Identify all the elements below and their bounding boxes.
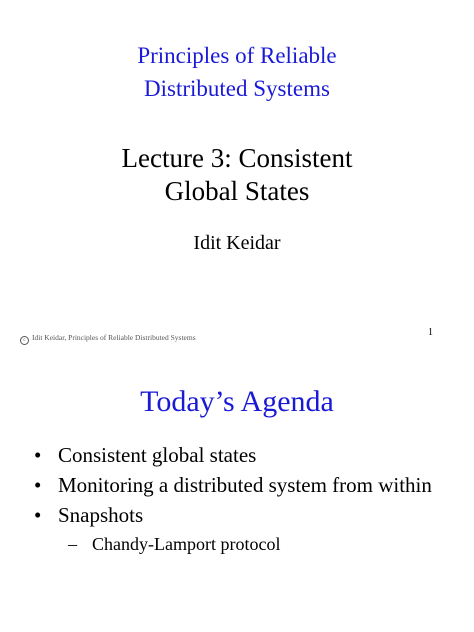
copyright-icon: c: [20, 336, 29, 345]
author-name: Idit Keidar: [193, 232, 281, 254]
slide-number: 1: [428, 327, 433, 338]
agenda-item-text: Consistent global states: [58, 443, 257, 467]
bullet-icon: •: [34, 473, 42, 497]
agenda-item: [28, 500, 432, 530]
agenda-item-text: Monitoring a distributed system from within: [58, 473, 432, 497]
agenda-item: [28, 470, 432, 500]
course-title-line2: Distributed Systems: [144, 76, 330, 101]
agenda-slide: [0, 360, 474, 632]
lecture-title-line2: Global States: [164, 176, 310, 206]
slide-footer: [20, 333, 196, 345]
agenda-item-text: Snapshots: [58, 503, 144, 527]
agenda-title: Today’s Agenda: [140, 385, 334, 418]
bullet-icon: •: [34, 503, 42, 527]
footer-text: Idit Keidar, Principles of Reliable Distributed Systems: [32, 333, 196, 342]
course-title-line1: Principles of Reliable: [137, 43, 337, 68]
agenda-item: [28, 440, 432, 470]
agenda-list: [28, 440, 432, 558]
agenda-sub-item-text: Chandy-Lamport protocol: [92, 534, 281, 554]
agenda-sub-item: [28, 530, 432, 558]
bullet-icon: •: [34, 443, 42, 467]
lecture-title-line1: Lecture 3: Consistent: [121, 143, 353, 173]
dash-bullet-icon: –: [68, 534, 77, 554]
